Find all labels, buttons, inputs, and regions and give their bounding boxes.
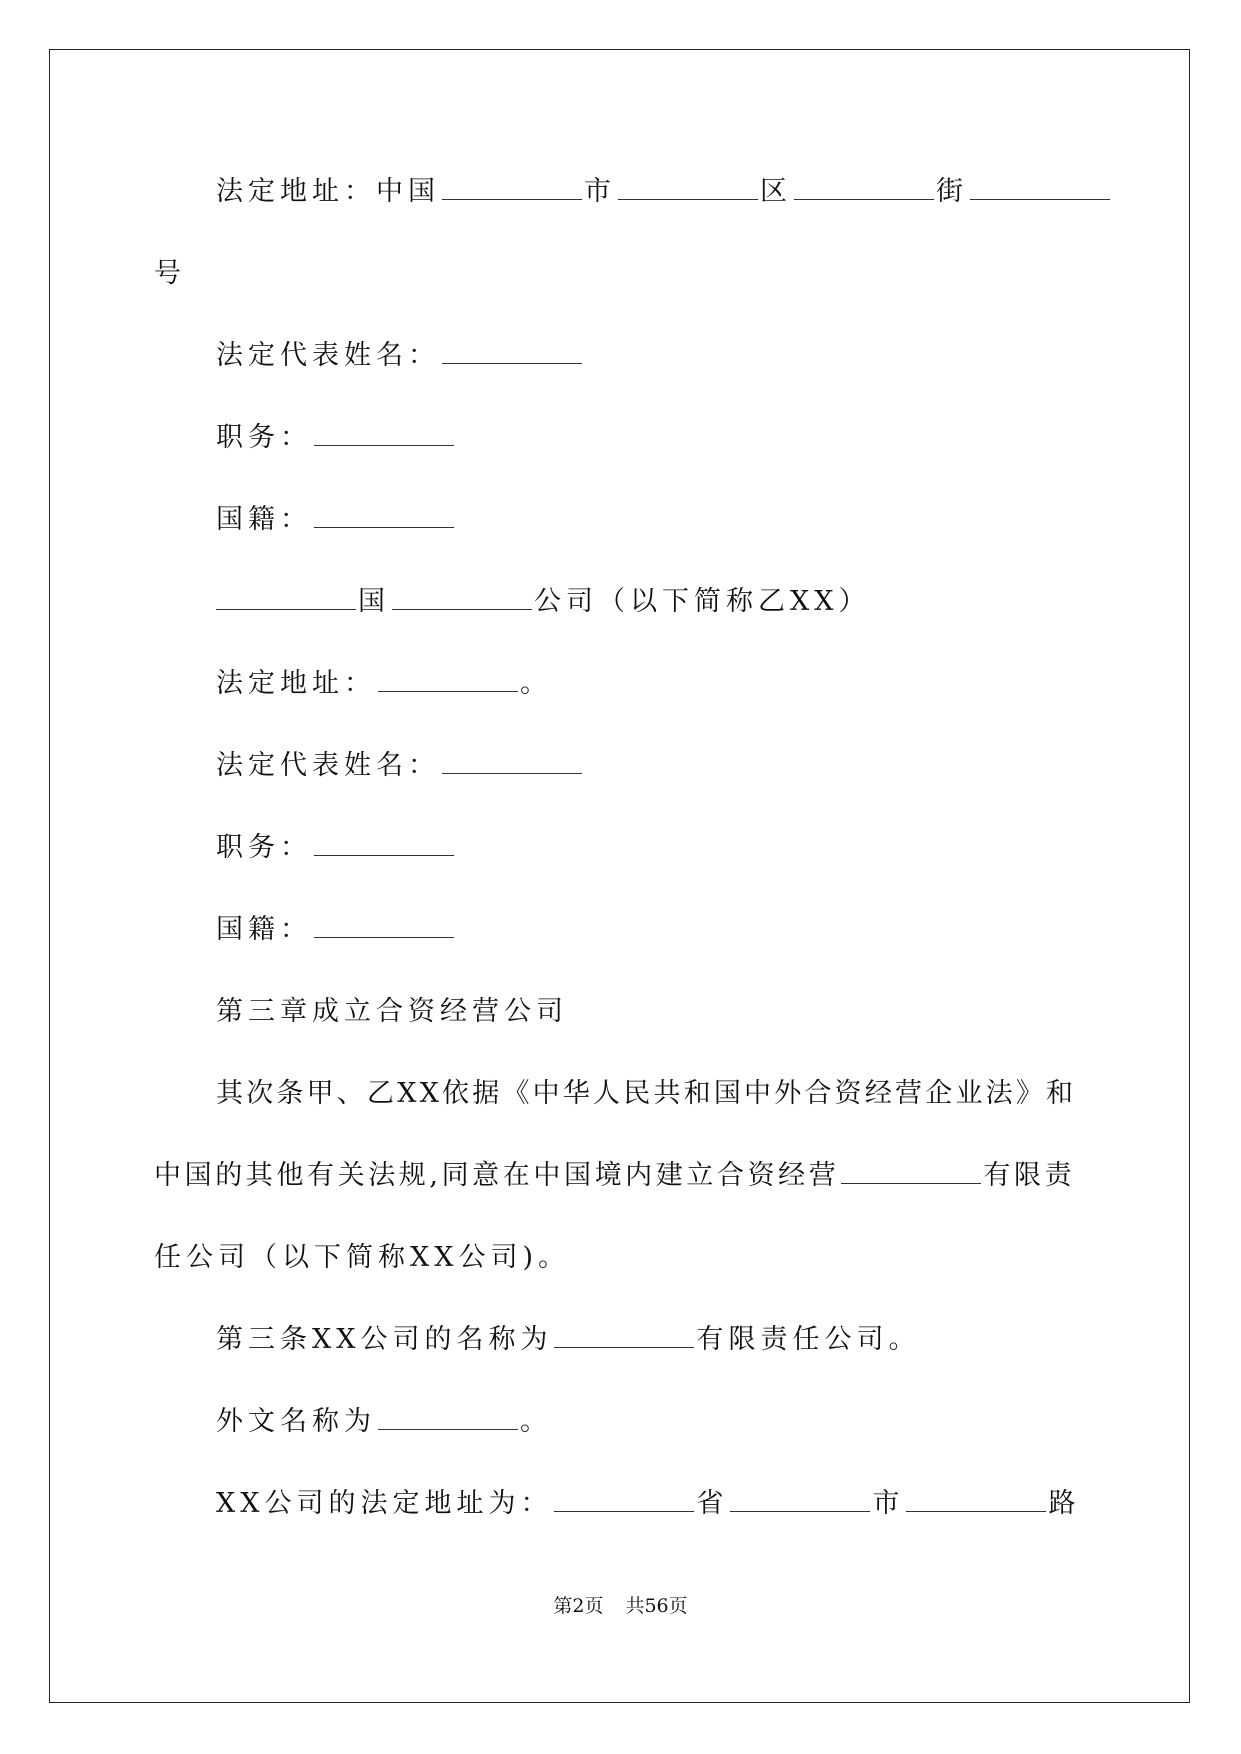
text: 法定代表姓名： xyxy=(216,750,440,781)
text: 第三章成立合资经营公司 xyxy=(216,996,568,1027)
text: 国 xyxy=(358,586,390,617)
text: 区 xyxy=(760,176,792,207)
fill-blank xyxy=(906,1487,1046,1512)
line-number-suffix xyxy=(154,254,186,294)
fill-blank xyxy=(378,1405,518,1430)
line-legal-address-a xyxy=(216,172,1112,212)
fill-blank xyxy=(730,1487,870,1512)
line-article-2-b xyxy=(154,1156,1075,1196)
line-article-2-a xyxy=(216,1074,1076,1114)
text: 职务： xyxy=(216,422,312,453)
text: 街 xyxy=(936,176,968,207)
text: 有限责 xyxy=(983,1160,1076,1191)
fill-blank xyxy=(554,1323,694,1348)
fill-blank xyxy=(618,175,758,200)
text: 第三条XX公司的名称为 xyxy=(216,1324,553,1355)
line-article-3-c xyxy=(216,1484,1080,1524)
fill-blank xyxy=(794,175,934,200)
text: 有限责任公司。 xyxy=(696,1324,921,1355)
fill-blank xyxy=(314,913,454,938)
text: 号 xyxy=(154,258,186,289)
fill-blank xyxy=(216,585,356,610)
fill-blank xyxy=(442,339,582,364)
page-border xyxy=(49,49,1190,1703)
line-position-b xyxy=(216,828,456,868)
line-party-b xyxy=(214,582,870,622)
line-nationality-a xyxy=(216,500,456,540)
line-nationality-b xyxy=(216,910,456,950)
fill-blank xyxy=(442,175,582,200)
fill-blank xyxy=(970,175,1110,200)
text: 省 xyxy=(696,1488,729,1519)
chapter-heading xyxy=(216,992,568,1032)
fill-blank xyxy=(314,503,454,528)
text: 职务： xyxy=(216,832,312,863)
text: 法定代表姓名： xyxy=(216,340,440,371)
line-article-3-b xyxy=(216,1402,552,1442)
text: XX公司的法定地址为： xyxy=(216,1488,553,1519)
fill-blank xyxy=(392,585,532,610)
text: 中国的其他有关法规,同意在中国境内建立合资经营 xyxy=(154,1160,840,1191)
line-article-3-a xyxy=(216,1320,920,1360)
page-total: 共56页 xyxy=(625,1595,688,1617)
line-article-2-c xyxy=(154,1238,570,1278)
line-legal-rep-a xyxy=(216,336,584,376)
text: 国籍： xyxy=(216,914,312,945)
fill-blank xyxy=(841,1159,981,1184)
text: 外文名称为 xyxy=(216,1406,376,1437)
fill-blank xyxy=(314,831,454,856)
text: 法定地址： xyxy=(216,668,376,699)
text: 市 xyxy=(872,1488,905,1519)
text: 其次条甲、乙XX依据《中华人民共和国中外合资经营企业法》和 xyxy=(216,1078,1077,1109)
line-position-a xyxy=(216,418,456,458)
text: 。 xyxy=(520,1406,552,1437)
text: 市 xyxy=(584,176,616,207)
page-number: 第2页 xyxy=(553,1595,604,1617)
fill-blank xyxy=(378,667,518,692)
fill-blank xyxy=(554,1487,694,1512)
fill-blank xyxy=(314,421,454,446)
text: 国籍： xyxy=(216,504,312,535)
text: 路 xyxy=(1048,1488,1081,1519)
fill-blank xyxy=(442,749,582,774)
line-legal-rep-b xyxy=(216,746,584,786)
text: 任公司（以下简称XX公司)。 xyxy=(154,1242,570,1273)
text: 。 xyxy=(520,668,552,699)
line-legal-address-b xyxy=(216,664,552,704)
page-footer xyxy=(0,1593,1241,1619)
text: 公司（以下简称乙XX） xyxy=(534,586,871,617)
text: 法定地址：中国 xyxy=(216,176,440,207)
